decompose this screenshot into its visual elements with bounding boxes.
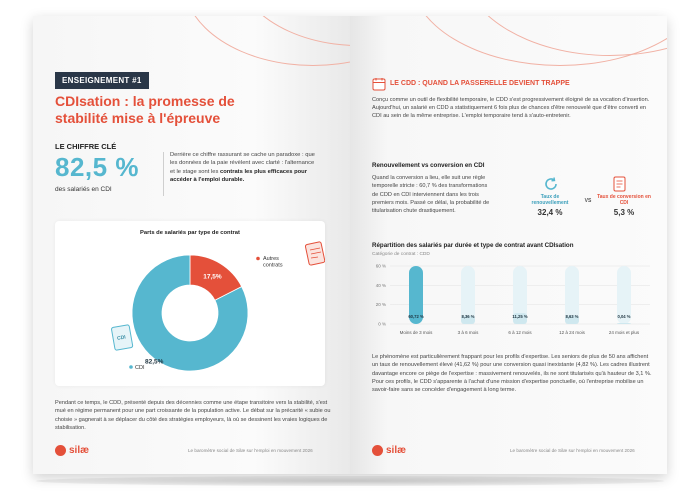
refresh-icon xyxy=(543,176,559,192)
body-paragraph: Pendant ce temps, le CDD, présenté depuis des décennies comme une étape transitoire vers la stabilité, s'est mué en régime permanent pour une part croissante de la population active. Le débat sur la précarité « subie ou choisie » gagnerait à se déplacer du côté des stratégies employeurs, là où se dessinent les vraies logiques de stabilisation. xyxy=(55,400,331,431)
renewal-rate-label: Taux de renouvellement xyxy=(531,194,569,206)
contract-doc-icon-right xyxy=(305,242,325,266)
bar-value-label: 60,72 % xyxy=(408,314,424,319)
section-chip: ENSEIGNEMENT #1 xyxy=(55,72,149,89)
contract-doc-icon xyxy=(613,176,627,192)
key-figure-description xyxy=(170,151,318,185)
contract-pie-chart-card xyxy=(55,221,325,386)
cdi-icon-label: CDI xyxy=(116,334,127,342)
vs-label: VS xyxy=(584,198,592,204)
page-heading: CDIsation : la promesse de stabilité mise à l'épreuve xyxy=(55,93,235,126)
legend-cdi: CDI xyxy=(135,365,145,371)
x-tick-label: Moins de 3 mois xyxy=(399,330,433,335)
bar-5 xyxy=(617,323,631,324)
x-tick-label: 24 mois et plus xyxy=(608,330,640,335)
pie-value-label: 17,5% xyxy=(203,273,222,281)
renewal-rate-value: 32,4 % xyxy=(537,208,563,217)
left-page xyxy=(33,16,350,474)
conversion-rate-label: Taux de conversion en CDI xyxy=(597,194,651,206)
key-figure-description-text: Derrière ce chiffre rassurant se cache un paradoxe : que les données de la paie révèlent avec clarté : l'alternance et le stage sont les xyxy=(170,152,315,175)
book-shadow xyxy=(36,476,664,486)
bar-value-label: 8,36 % xyxy=(461,314,475,319)
contract-pie-chart xyxy=(55,221,325,386)
expertise-paragraph: Le phénomène est particulièrement frappant pour les profils d'expertise. Les seniors de plus de 50 ans affichent un taux de renouvellement élevé (41,62 %) pour une conversion quasi inexistante (4,82 %). Les cadres illustrent davantage encore ce piège de l'expertise : massivement renouvelés, ils ne sont titularisés qu'à hauteur de 3,1 %. Pour ces profils, le CDD s'apparente à l'achat d'une mission d'expertise ponctuelle, où l'entreprise mobilise un savoir-faire sans se concéder d'engagement à long terme. xyxy=(372,354,652,394)
y-tick-label: 0 % xyxy=(378,321,386,327)
legend-dot-cdi xyxy=(129,365,133,369)
conversion-rate-value: 5,3 % xyxy=(613,208,635,217)
logo-word: silæ xyxy=(69,444,90,456)
section-title: LE CDD : QUAND LA PASSERELLE DEVIENT TRAPPE xyxy=(390,80,570,87)
right-page xyxy=(350,16,667,474)
key-figure-label: LE CHIFFRE CLÉ xyxy=(55,142,117,151)
y-tick-label: 60 % xyxy=(375,263,386,269)
logo-word: silæ xyxy=(386,444,407,456)
bar-value-label: 8,63 % xyxy=(565,314,579,319)
renewal-subtitle: Renouvellement vs conversion en CDI xyxy=(372,162,485,169)
distribution-subtitle: Répartition des salariés par durée et type de contrat avant CDIsation xyxy=(372,242,574,249)
bar-value-label: 0,04 % xyxy=(617,314,631,319)
y-tick-label: 40 % xyxy=(375,282,386,288)
open-brochure xyxy=(33,16,667,474)
x-tick-label: 6 à 12 mois xyxy=(508,330,532,335)
x-tick-label: 12 à 24 mois xyxy=(559,330,585,335)
y-tick-label: 20 % xyxy=(375,302,386,308)
legend-note: Catégorie de contrat : CDD xyxy=(372,252,430,257)
logo-mark xyxy=(372,445,383,456)
divider xyxy=(163,152,164,196)
bar-value-label: 11,25 % xyxy=(512,314,528,319)
decorative-arc xyxy=(410,16,667,66)
key-figure-value: 82,5 % xyxy=(55,152,139,182)
x-tick-label: 3 à 6 mois xyxy=(457,330,479,335)
key-figure-caption: des salariés en CDI xyxy=(55,186,112,193)
silae-logo xyxy=(55,444,89,456)
page-footer: Le baromètre social de Silæ sur l'emploi en mouvement 2026 xyxy=(188,448,313,453)
logo-mark xyxy=(55,445,66,456)
intro-paragraph: Conçu comme un outil de flexibilité temporaire, le CDD s'est progressivement éloigné de sa vocation d'insertion. Aujourd'hui, un salarié en CDD a statistiquement 6 fois plus de chances d'être renouvelé que d'être converti en CDI au sein de la même entreprise. L'emploi temporaire tend à s'auto-entretenir. xyxy=(372,97,650,120)
key-figure-description-emphasis: contrats les plus efficaces pour accéder à l'emploi durable. xyxy=(170,168,307,184)
pie-chart-title: Parts de salariés par type de contrat xyxy=(140,230,240,236)
silae-logo xyxy=(372,444,406,456)
renewal-description: Quand la conversion a lieu, elle suit une règle temporelle stricte : 60,7 % des transformations de CDD en CDI interviennent dans les trois premiers mois. Passé ce délai, la probabilité de titularisation chute drastiquement. xyxy=(372,175,490,215)
calendar-icon xyxy=(372,77,386,91)
duration-bar-chart xyxy=(360,260,660,350)
pie-value-label: 82,5% xyxy=(144,358,164,366)
legend-autres-contrats: Autres contrats xyxy=(263,256,283,269)
page-footer: Le baromètre social de Silæ sur l'emploi en mouvement 2026 xyxy=(510,448,635,453)
legend-dot-autres xyxy=(256,257,260,261)
